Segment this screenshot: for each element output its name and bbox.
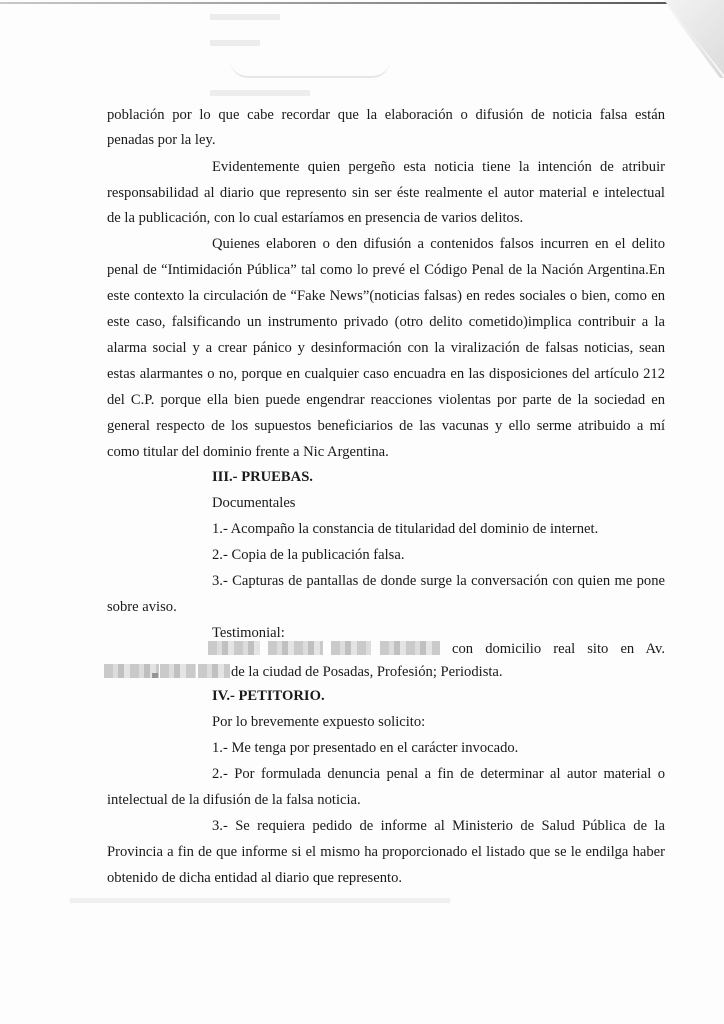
redacted-name-part	[380, 641, 440, 655]
paragraph-line: población por lo que cabe recordar que la elaboración o difusión de noticia falsa están	[107, 107, 665, 123]
paragraph-line: estas alarmantes o no, porque en cualquier caso encuadra en las disposiciones del artículo 212	[107, 366, 665, 382]
paragraph-line: penadas por la ley.	[107, 132, 216, 148]
subheading-documentales: Documentales	[212, 495, 296, 511]
paragraph-line: general respecto de los supuestos beneficiarios de las vacunas y ello serme atribuido a mí	[107, 418, 665, 434]
paragraph-line: como titular del dominio frente a Nic Argentina.	[107, 444, 389, 460]
evidence-item-continuation: sobre aviso.	[107, 599, 177, 615]
redacted-address-part	[198, 664, 230, 678]
evidence-item: 3.- Capturas de pantallas de donde surge la conversación con quien me pone	[212, 573, 665, 589]
paragraph-line: este caso, falsificando un instrumento privado (otro delito cometido)implica contribuir a la	[107, 314, 665, 330]
paragraph-line: Quienes elaboren o den difusión a contenidos falsos incurren en el delito	[212, 236, 665, 252]
petition-intro: Por lo brevemente expuesto solicito:	[212, 714, 426, 730]
petition-item-continuation: Provincia a fin de que informe si el mismo ha proporcionado el listado que se le endilga haber	[107, 844, 665, 860]
evidence-item: 1.- Acompaño la constancia de titularidad del dominio de internet.	[212, 521, 599, 537]
bleed-through-mark	[210, 40, 260, 46]
bleed-through-mark	[210, 14, 280, 20]
petition-item-continuation: intelectual de la difusión de la falsa noticia.	[107, 792, 361, 808]
petition-item: 1.- Me tenga por presentado en el carácter invocado.	[212, 740, 519, 756]
redacted-name-part	[268, 641, 323, 655]
paragraph-line: alarma social y a crear pánico y desinformación con la viralización de falsas noticias, sean	[107, 340, 665, 356]
redacted-name-part	[208, 641, 260, 655]
petition-item-continuation: obtenido de dicha entidad al diario que represento.	[107, 870, 403, 886]
subheading-testimonial: Testimonial:	[212, 625, 285, 641]
paragraph-line: Evidentemente quien pergeño esta noticia tiene la intención de atribuir	[212, 159, 665, 175]
witness-address-line: con domicilio real sito en Av.	[452, 641, 665, 657]
bleed-through-mark	[70, 898, 450, 903]
redacted-name-part	[331, 641, 371, 655]
bleed-through-mark	[210, 90, 310, 96]
redacted-address-part	[160, 664, 196, 678]
folded-corner	[664, 0, 724, 75]
bleed-through-signature	[230, 60, 390, 78]
paragraph-line: del C.P. porque ella bien puede engendrar reacciones violentas por parte de la sociedad en	[107, 392, 665, 408]
witness-city-profession: de la ciudad de Posadas, Profesión; Periodista.	[231, 664, 503, 680]
evidence-item: 2.- Copia de la publicación falsa.	[212, 547, 405, 563]
paragraph-line: penal de “Intimidación Pública” tal como lo prevé el Código Penal de la Nación Argentina.En	[107, 262, 665, 278]
paragraph-line: responsabilidad al diario que represento sin ser éste realmente el autor material e intelectual	[107, 185, 665, 201]
page-top-edge	[0, 2, 690, 4]
petition-item: 2.- Por formulada denuncia penal a fin de determinar al autor material o	[212, 766, 665, 782]
petition-item: 3.- Se requiera pedido de informe al Ministerio de Salud Pública de la	[212, 818, 665, 834]
redacted-address-part	[104, 664, 159, 678]
paragraph-line: de la publicación, con lo cual estaríamos en presencia de varios delitos.	[107, 210, 524, 226]
section-heading-petitorio: IV.- PETITORIO.	[212, 688, 325, 704]
section-heading-pruebas: III.- PRUEBAS.	[212, 469, 313, 485]
paragraph-line: este contexto la circulación de “Fake News”(noticias falsas) en redes sociales o bien, como en	[107, 288, 665, 304]
